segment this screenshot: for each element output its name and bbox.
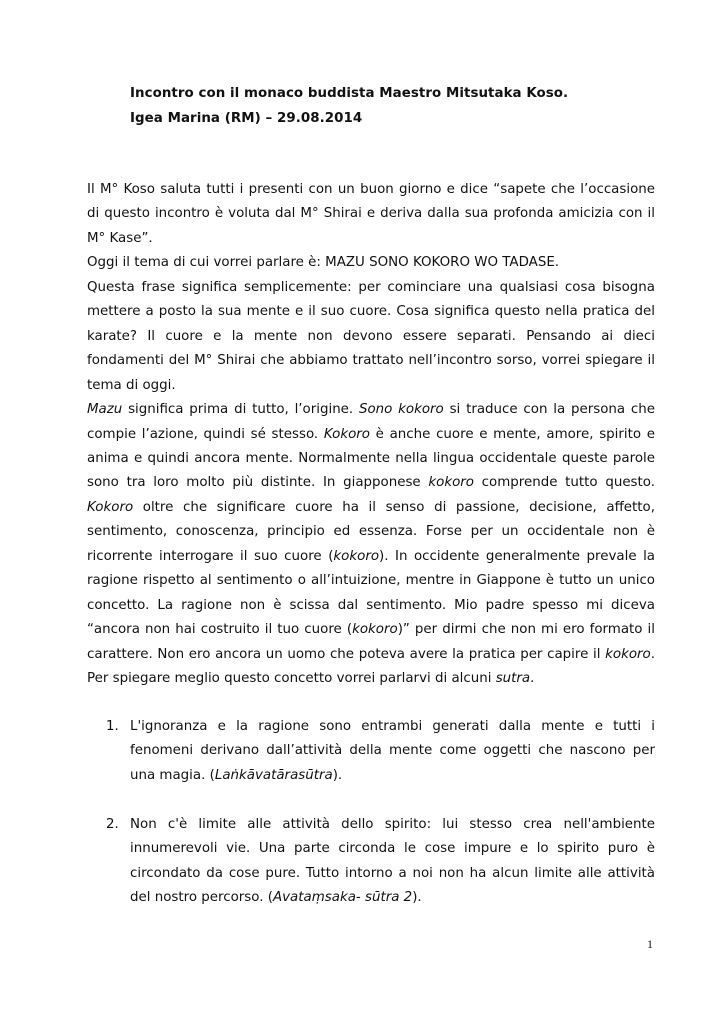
- text-run: significa prima di tutto, l’origine.: [122, 402, 359, 418]
- text-line: di questo incontro è voluta dal M° Shirai e deriva dalla sua profonda amicizia con il: [87, 206, 655, 222]
- italic-term: Kokoro: [323, 426, 370, 442]
- text-line: [130, 764, 655, 788]
- document-body: [87, 178, 655, 692]
- text-line: fondamenti del M° Shirai che abbiamo trattato nell’incontro sorso, vorrei spiegare il: [87, 353, 655, 369]
- text-line: [87, 496, 655, 520]
- text-line: [87, 643, 655, 667]
- italic-term: Laṅkāvatārasūtra: [214, 767, 333, 783]
- text-line: [87, 618, 655, 642]
- text-line: tema di oggi.: [87, 377, 176, 393]
- text-run: Per spiegare meglio questo concetto vorrei parlarvi di alcuni: [87, 671, 496, 687]
- text-line: [87, 398, 655, 422]
- text-line: sentimento, conoscenza, principio ed essenza. Forse per un occidentale non è: [87, 524, 655, 540]
- text-run: carattere. Non ero ancora un uomo che poteva avere la pratica per capire il: [87, 646, 606, 662]
- text-run: sono tra loro molto più distinte. In giapponese: [87, 475, 429, 491]
- text-run: ). In occidente generalmente prevale la: [379, 548, 656, 564]
- text-run: si traduce con la persona che: [443, 402, 655, 418]
- text-run: ).: [332, 767, 343, 783]
- text-run: .: [650, 646, 655, 662]
- text-run: è anche cuore e mente, amore, spirito e: [370, 426, 655, 442]
- text-run: )” per dirmi che non mi ero formato il: [397, 622, 655, 638]
- text-line: anima e quindi ancora mente. Normalmente nella lingua occidentale queste parole: [87, 450, 655, 466]
- text-line: [87, 471, 655, 495]
- text-line: innumerevoli vie. Una parte circonda le cose impure e lo spirito puro è: [130, 841, 655, 857]
- list-item: [87, 813, 655, 911]
- italic-term: sutra: [495, 671, 531, 687]
- italic-term: kokoro: [428, 475, 474, 491]
- list-item: [87, 715, 655, 788]
- text-run: ).: [412, 890, 422, 906]
- text-run: compie l’azione, quindi sé stesso.: [87, 426, 324, 442]
- page-number: 1: [647, 937, 653, 951]
- paragraph-kokoro: [87, 398, 655, 691]
- italic-term: kokoro: [605, 646, 651, 662]
- text-line: [87, 545, 655, 569]
- italic-term: Sono kokoro: [358, 402, 444, 418]
- text-line: Questa frase significa semplicemente: per cominciare una qualsiasi cosa bisogna: [87, 279, 655, 295]
- text-line: ragione rispetto al sentimento o all’intuizione, mentre in Giappone è tutto un unico: [87, 573, 655, 589]
- text-run: “ancora non hai costruito il tuo cuore (: [87, 622, 353, 638]
- italic-term: Mazu: [87, 402, 123, 418]
- text-run: ricorrente interrogare il suo cuore (: [87, 548, 334, 564]
- text-line: karate? Il cuore e la mente non devono essere separati. Pensando ai dieci: [87, 328, 655, 344]
- document-title: Incontro con il monaco buddista Maestro Mitsutaka Koso.: [130, 86, 569, 101]
- text-line: L'ignoranza e la ragione sono entrambi generati dalla mente e tutti i: [130, 719, 655, 734]
- text-line: concetto. La ragione non è scissa dal sentimento. Mio padre spesso mi diceva: [87, 597, 655, 613]
- text-run: comprende tutto questo.: [473, 475, 655, 491]
- list-item-text: [130, 715, 655, 788]
- list-number: 2.: [106, 817, 119, 832]
- text-line: [87, 667, 655, 691]
- event-place-date: Igea Marina (RM) – 29.08.2014: [130, 111, 363, 126]
- text-line: Oggi il tema di cui vorrei parlare è: MAZU SONO KOKORO WO TADASE.: [87, 255, 560, 271]
- text-line: [87, 423, 655, 447]
- text-run: del nostro percorso. (: [130, 890, 273, 906]
- italic-term: kokoro: [333, 548, 380, 564]
- italic-term: Avataṃsaka- sūtra 2: [272, 890, 413, 906]
- list-number: 1.: [106, 719, 119, 734]
- paragraph-theme: [87, 251, 655, 275]
- italic-term: kokoro: [352, 622, 398, 638]
- text-run: .: [530, 671, 535, 687]
- text-line: Il M° Koso saluta tutti i presenti con un buon giorno e dice “sapete che l’occasione: [87, 182, 655, 197]
- text-run: oltre che significare cuore ha il senso di passione, decisione, affetto,: [133, 499, 655, 515]
- text-line: mettere a posto la sua mente e il suo cuore. Cosa significa questo nella pratica del: [87, 304, 655, 320]
- text-line: M° Kase”.: [87, 230, 153, 246]
- text-run: una magia. (: [130, 767, 215, 783]
- paragraph-greeting: [87, 178, 655, 251]
- text-line: circondato da cose pure. Tutto intorno a noi non ha alcun limite alle attività: [130, 865, 655, 881]
- italic-term: Kokoro: [87, 499, 134, 515]
- text-line: Non c'è limite alle attività dello spirito: lui stesso crea nell'ambiente: [130, 817, 655, 832]
- paragraph-meaning: [87, 276, 655, 398]
- text-line: [130, 886, 655, 910]
- list-item-text: [130, 813, 655, 911]
- text-line: fenomeni derivano dall’attività della mente come oggetti che nascono per: [130, 743, 655, 759]
